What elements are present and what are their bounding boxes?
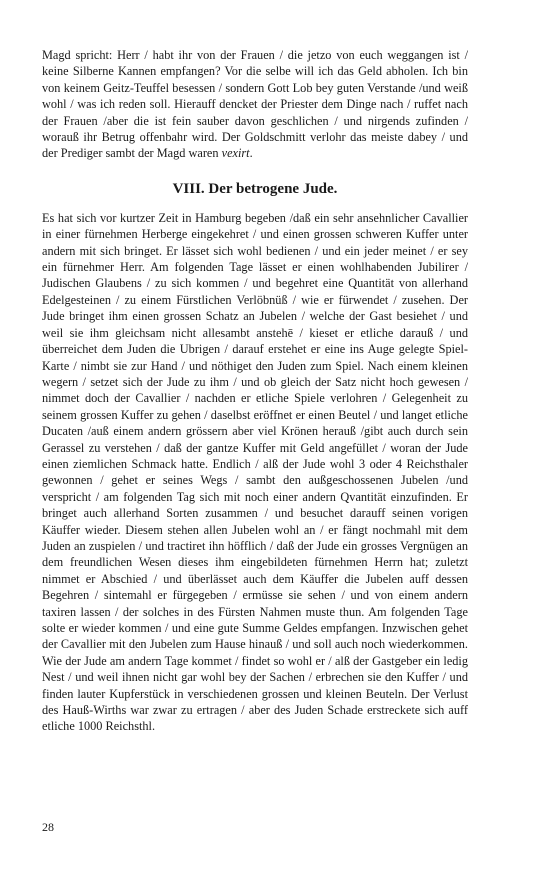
paragraph-continued-end: . [249, 146, 253, 161]
page-body [42, 47, 468, 735]
paragraph-continued [42, 47, 468, 162]
chapter-heading: VIII. Der betrogene Jude. [172, 180, 338, 197]
paragraph-continued-text: Magd spricht: Herr / habt ihr von der Frauen / die jetzo von euch weggangen ist / keine Silberne Kannen empfangen? Vor die selbe will ich das Geld abholen. Ich bin von keinem Geitz-Teuffel besessen / sondern Gott Lob bey guten Verstande /und weiß wohl / was ich reden soll. Hierauff dencket der Priester dem Dinge nach / ruffet nach der Frauen /aber die ist fein sauber davon geschlichen / und nirgends zufinden / worauß ihr Betrug offenbahr wird. Der Goldschmitt verlohr das meiste dabey / und der Prediger sambt der Magd waren [42, 48, 468, 161]
paragraph-story: Es hat sich vor kurtzer Zeit in Hamburg begeben /daß ein sehr ansehnlicher Cavallier in einer fürnehmen Herberge eingekehret / und einen grossen schweren Kuffer unter andern mit sich bringet. Er lässet sich wohl bedienen / und ein jeder meinet / er sey ein fürnehmer Herr. Am folgenden Tage lässet er einen wohlhabenden Jubilirer / Judischen Glaubens / zu sich kommen / und begehret eine Quantität von allerhand Edelgesteinen / zu einem Fürstlichen Verlöbnüß / wie er fürwendet / zusehen. Der Jude bringet ihm einen grossen Schatz an Jubelen / welche der Gast besiehet / und weil sie ihm gleichsam nicht allesambt anstehē / kieset er etliche darauß / und überreichet dem Juden die Ubrigen / darauf erstehet er eine ins Auge gelegte Spiel-Karte / nimbt sie zur Hand / und nöthiget den Juden zum Spiel. Nach einem kleinen wegern / setzet sich der Jude zu ihm / und ob gleich der Satz nicht hoch gewesen / nimmet doch der Cavallier / nachden er etliche Spiele verlohren / Gelegenheit zu seinem grossen Kuffer zu gehen / daselbst eröffnet er einen Beutel / und langet etliche Ducaten /auß einem andern grössern aber viel Krönen herauß /gibt auch durch sein Gerassel zu verstehen / daß der gantze Kuffer mit Geld angefüllet / woran der Jude einen ziemlichen Schmack hatte. Endlich / alß der Jude wohl 3 oder 4 Reichsthaler gewonnen / gehet er seines Wegs / sambt den außgeschossenen Jubelen /und verspricht / am folgenden Tag sich mit noch einer andern Qvantität einzufinden. Er bringet auch allerhand Sorten zusammen / und besuchet darauff seinen vorigen Käuffer wieder. Diesem stehen allen Jubelen wohl an / er fängt nochmahl mit dem Juden an zuspielen / und tractiret ihn höfflich / daß der Jude ein grosses Vergnügen an dem freundlichen Wesen dieses ihm eingebildeten fürnehmen Herrn hat; zuletzt nimmet er Abschied / und überlässet auch dem Käuffer die Jubelen auff dessen Begehren / sintemahl er fürgegeben / ermüsse sie sehen / und von einem andern taxiren lassen / der solches in des Fürsten Nahmen muste thun. Am folgenden Tage solte er wieder kommen / und eine gute Summe Geldes empfangen. Inzwischen gehet der Cavallier mit den Jubelen zum Hause hinauß / und soll auch noch wiederkommen. Wie der Jude am andern Tage kommet / findet so wohl er / alß der Gastgeber ein ledig Nest / und weil ihnen nicht gar wohl bey der Sachen / erbrechen sie den Kuffer / und finden lauter Kupferstück in verschiedenen grossen und kleinen Beuteln. Der Verlust des Hauß-Wirths war zwar zu ertragen / aber des Juden Schade erstreckete sich auff etliche 1000 Reichsthl. [42, 210, 468, 734]
page-number: 28 [42, 820, 54, 834]
emphasis-vexirt: vexirt [221, 146, 250, 161]
